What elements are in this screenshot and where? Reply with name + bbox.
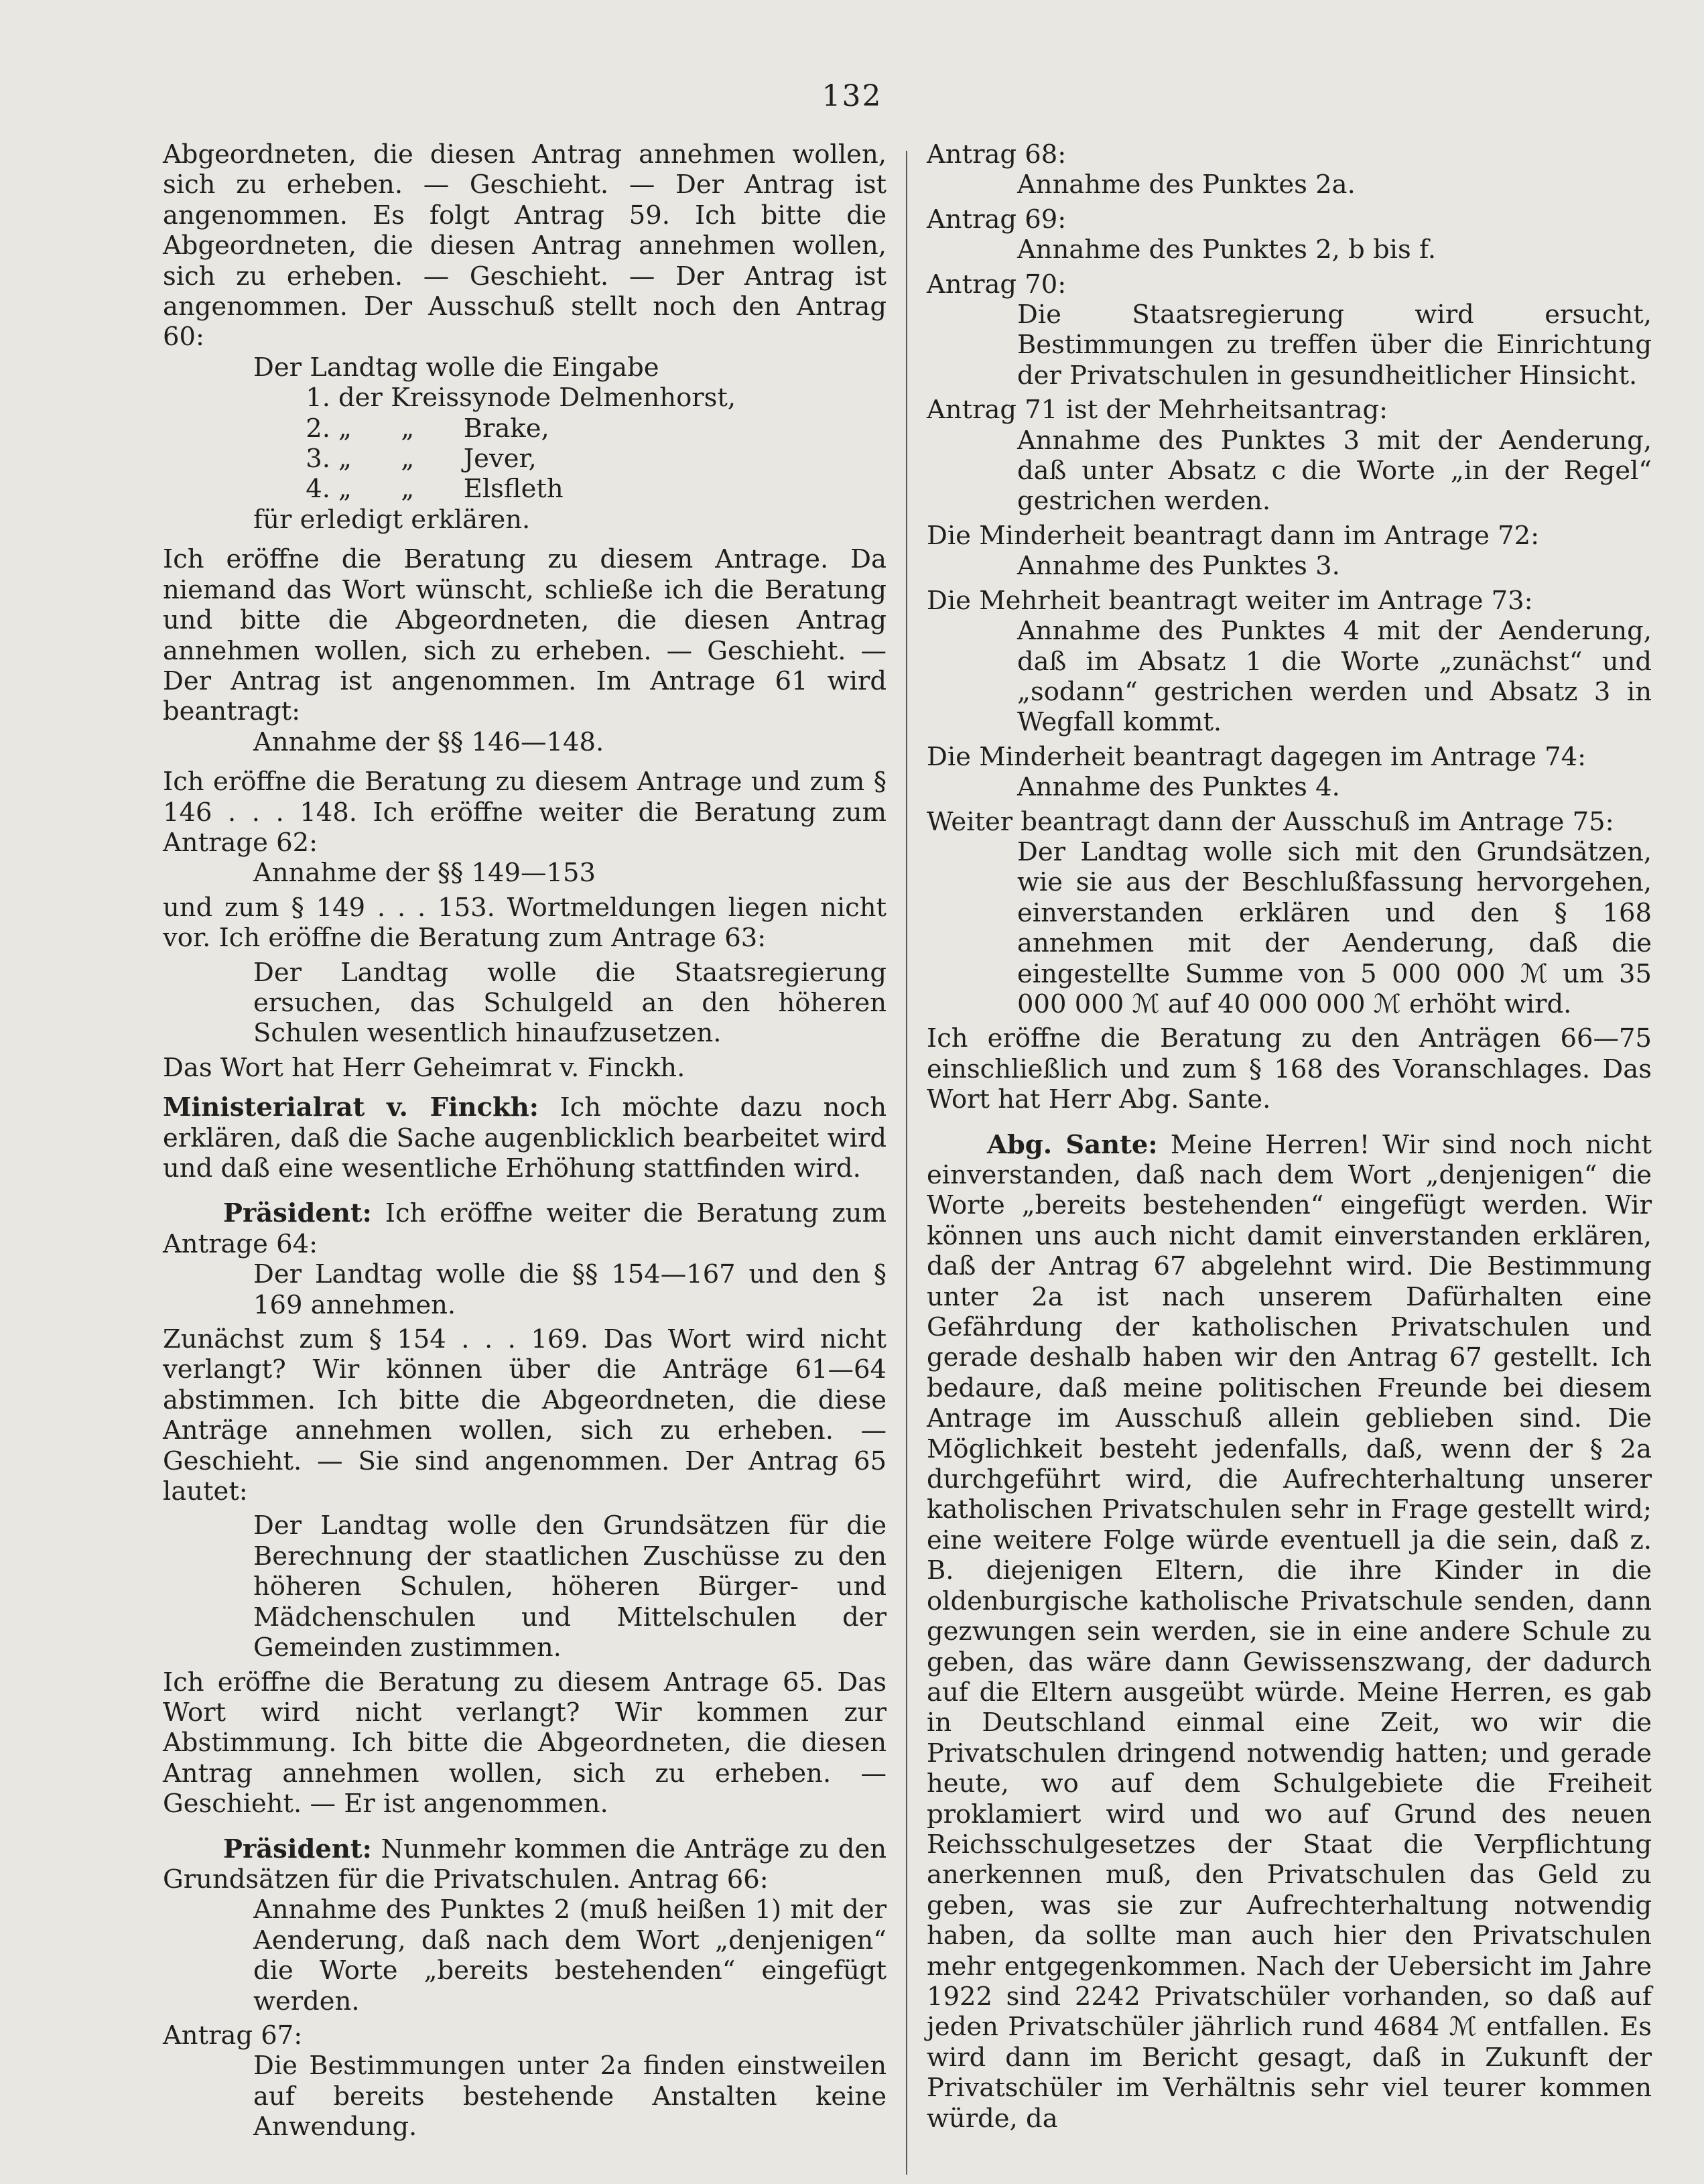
paragraph-indented: Der Landtag wolle die Eingabe bbox=[253, 352, 659, 383]
list-item bbox=[163, 413, 887, 444]
paragraph-indented: Die Bestimmungen unter 2a finden einstweilen auf bereits bestehende Anstalten keine Anwendung. bbox=[253, 2051, 887, 2142]
speech bbox=[927, 1130, 1652, 2134]
list-item bbox=[163, 444, 887, 474]
list-item bbox=[163, 383, 887, 413]
paragraph: Ich eröffne die Beratung zu diesem Antrage 65. Das Wort wird nicht verlangt? Wir kommen zur Abstimmung. Ich bitte die Abgeordneten, die diesen Antrag annehmen wollen, sich zu erheben. — Geschieht. — Er ist angenommen. bbox=[163, 1667, 887, 1819]
paragraph-indented: Annahme des Punktes 2a. bbox=[1017, 170, 1356, 200]
speaker-name: Ministerialrat v. Finckh: bbox=[163, 1092, 539, 1123]
paragraph: und zum § 149 . . . 153. Wortmeldungen liegen nicht vor. Ich eröffne die Beratung zum Antrage 63: bbox=[163, 892, 887, 954]
paragraph-indented: Annahme der §§ 146—148. bbox=[253, 726, 604, 757]
paragraph-indented: Der Landtag wolle die Staatsregierung ersuchen, das Schulgeld an den höheren Schulen wesentlich hinaufzusetzen. bbox=[253, 957, 887, 1049]
paragraph-indented: Der Landtag wolle sich mit den Grundsätzen, wie sie aus der Beschlußfassung hervorgehen, einverstanden erklären und den § 168 annehmen mit der Aenderung, daß die eingestellte Summe von 5 000 000 ℳ um 35 000 000 ℳ auf 40 000 000 ℳ erhöht wird. bbox=[1017, 836, 1652, 1019]
page-number: 132 bbox=[822, 79, 882, 113]
list-number: 1. bbox=[306, 383, 330, 413]
paragraph: Ich eröffne die Beratung zu diesem Antrage und zum § 146 . . . 148. Ich eröffne weiter die Beratung zum Antrage 62: bbox=[163, 767, 887, 858]
speech bbox=[163, 1834, 887, 1895]
paragraph-indented: für erledigt erklären. bbox=[253, 504, 531, 535]
speech bbox=[163, 1198, 887, 1259]
list-text: „ „ Brake, bbox=[338, 413, 549, 444]
paragraph-indented: Annahme der §§ 149—153 bbox=[253, 858, 596, 889]
paragraph: Antrag 70: bbox=[927, 269, 1067, 300]
paragraph-indented: Annahme des Punktes 4. bbox=[1017, 772, 1340, 803]
list-number: 3. bbox=[306, 444, 330, 474]
paragraph: Die Minderheit beantragt dann im Antrage 72: bbox=[927, 520, 1540, 551]
speaker-name: Präsident: bbox=[223, 1834, 372, 1864]
paragraph: Ich eröffne die Beratung zu diesem Antrage. Da niemand das Wort wünscht, schließe ich die Beratung und bitte die Abgeordneten, die diesen Antrag annehmen wollen, sich zu erheben. — Geschieht. — Der Antrag ist angenommen. Im Antrage 61 wird beantragt: bbox=[163, 544, 887, 727]
paragraph-indented: Annahme des Punktes 2 (muß heißen 1) mit der Aenderung, daß nach dem Wort „denjenigen“ die Worte „bereits bestehenden“ eingefügt werden. bbox=[253, 1894, 887, 2016]
list-text: „ „ Jever, bbox=[338, 444, 537, 474]
paragraph-indented: Annahme des Punktes 3. bbox=[1017, 551, 1340, 582]
paragraph-indented: Der Landtag wolle die §§ 154—167 und den § 169 annehmen. bbox=[253, 1259, 887, 1320]
list-text: „ „ Elsfleth bbox=[338, 474, 564, 505]
speech-text: Ich eröffne weiter die Beratung zum Antrage 64: bbox=[163, 1198, 887, 1259]
paragraph: Antrag 69: bbox=[927, 204, 1067, 235]
paragraph: Zunächst zum § 154 . . . 169. Das Wort wird nicht verlangt? Wir können über die Anträge 61—64 abstimmen. Ich bitte die Abgeordneten, die diese Anträge annehmen wollen, sich zu erheben. — Geschieht. — Sie sind angenommen. Der Antrag 65 lautet: bbox=[163, 1324, 887, 1507]
paragraph: Ich eröffne die Beratung zu den Anträgen 66—75 einschließlich und zum § 168 des Voranschlages. Das Wort hat Herr Abg. Sante. bbox=[927, 1023, 1652, 1115]
speech bbox=[163, 1092, 887, 1183]
list-number: 4. bbox=[306, 474, 330, 505]
speaker-name: Präsident: bbox=[223, 1198, 372, 1229]
speech-text: Meine Herren! Wir sind noch nicht einverstanden, daß nach dem Wort „denjenigen“ die Worte „bereits bestehenden“ eingefügt werden. Wir können uns auch nicht damit einverstanden erklären, daß der Antrag 67 abgelehnt wird. Die Bestimmung unter 2a ist nach unserem Dafürhalten eine Gefährdung der katholischen Privatschulen und gerade deshalb haben wir den Antrag 67 gestellt. Ich bedaure, daß meine politischen Freunde bei diesem Antrage im Ausschuß allein geblieben sind. Die Möglichkeit besteht jedenfalls, daß, wenn der § 2a durchgeführt wird, die Aufrechterhaltung unserer katholischen Privatschulen sehr in Frage gestellt wird; eine weitere Folge würde eventuell ja die sein, daß z. B. diejenigen Eltern, die ihre Kinder in die oldenburgische katholische Privatschule senden, dann gezwungen sein werden, sie in eine andere Schule zu geben, das wäre dann Gewissenszwang, der dadurch auf die Eltern ausgeübt würde. Meine Herren, es gab in Deutschland einmal eine Zeit, wo wir die Privatschulen dringend notwendig hatten; und gerade heute, wo auf dem Schulgebiete die Freiheit proklamiert wird und wo auf Grund des neuen Reichsschulgesetzes der Staat die Verpflichtung anerkennen muß, den Privatschulen das Geld zu geben, was sie zur Aufrechterhaltung notwendig haben, da sollte man auch hier den Privatschulen mehr entgegenkommen. Nach der Uebersicht im Jahre 1922 sind 2242 Privatschüler vorhanden, so daß auf jeden Privatschüler jährlich rund 4684 ℳ entfallen. Es wird dann im Bericht gesagt, daß in Zukunft der Privatschüler im Verhältnis sehr viel teurer kommen würde, da bbox=[927, 1129, 1652, 2134]
paragraph: Antrag 68: bbox=[927, 139, 1067, 170]
paragraph: Die Minderheit beantragt dagegen im Antrage 74: bbox=[927, 741, 1587, 772]
paragraph: Abgeordneten, die diesen Antrag annehmen wollen, sich zu erheben. — Geschieht. — Der Antrag ist angenommen. Es folgt Antrag 59. Ich bitte die Abgeordneten, die diesen Antrag annehmen wollen, sich zu erheben. — Geschieht. — Der Antrag ist angenommen. Der Ausschuß stellt noch den Antrag 60: bbox=[163, 139, 887, 352]
paragraph-indented: Annahme des Punktes 3 mit der Aenderung, daß unter Absatz c die Worte „in der Regel“ gestrichen werden. bbox=[1017, 425, 1652, 517]
speech-text: Ich möchte dazu noch erklären, daß die Sache augenblicklich bearbeitet wird und daß eine wesentliche Erhöhung stattfinden wird. bbox=[163, 1092, 887, 1183]
paragraph: Antrag 67: bbox=[163, 2020, 303, 2051]
left-column bbox=[163, 139, 887, 2142]
paragraph: Die Mehrheit beantragt weiter im Antrage 73: bbox=[927, 585, 1533, 616]
list-item bbox=[163, 474, 887, 504]
speaker-name: Abg. Sante: bbox=[987, 1129, 1158, 1160]
right-column bbox=[927, 139, 1652, 2134]
paragraph: Weiter beantragt dann der Ausschuß im Antrage 75: bbox=[927, 806, 1614, 837]
speech-text: Nunmehr kommen die Anträge zu den Grundsätzen für die Privatschulen. Antrag 66: bbox=[163, 1834, 887, 1894]
paragraph-indented: Die Staatsregierung wird ersucht, Bestimmungen zu treffen über die Einrichtung der Privatschulen in gesundheitlicher Hinsicht. bbox=[1017, 300, 1652, 391]
eingabe-list bbox=[163, 383, 887, 505]
paragraph: Antrag 71 ist der Mehrheitsantrag: bbox=[927, 395, 1388, 426]
list-text: der Kreissynode Delmenhorst, bbox=[338, 383, 736, 413]
paragraph-indented: Annahme des Punktes 4 mit der Aenderung, daß im Absatz 1 die Worte „zunächst“ und „sodann“ gestrichen werden und Absatz 3 in Wegfall kommt. bbox=[1017, 616, 1652, 738]
paragraph: Das Wort hat Herr Geheimrat v. Finckh. bbox=[163, 1052, 685, 1083]
paragraph-indented: Annahme des Punktes 2, b bis f. bbox=[1017, 235, 1437, 265]
list-number: 2. bbox=[306, 413, 330, 444]
paragraph-indented: Der Landtag wolle den Grundsätzen für die Berechnung der staatlichen Zuschüsse zu den höheren Schulen, höheren Bürger- und Mädchenschulen und Mittelschulen der Gemeinden zustimmen. bbox=[253, 1511, 887, 1663]
column-divider bbox=[906, 151, 907, 2175]
